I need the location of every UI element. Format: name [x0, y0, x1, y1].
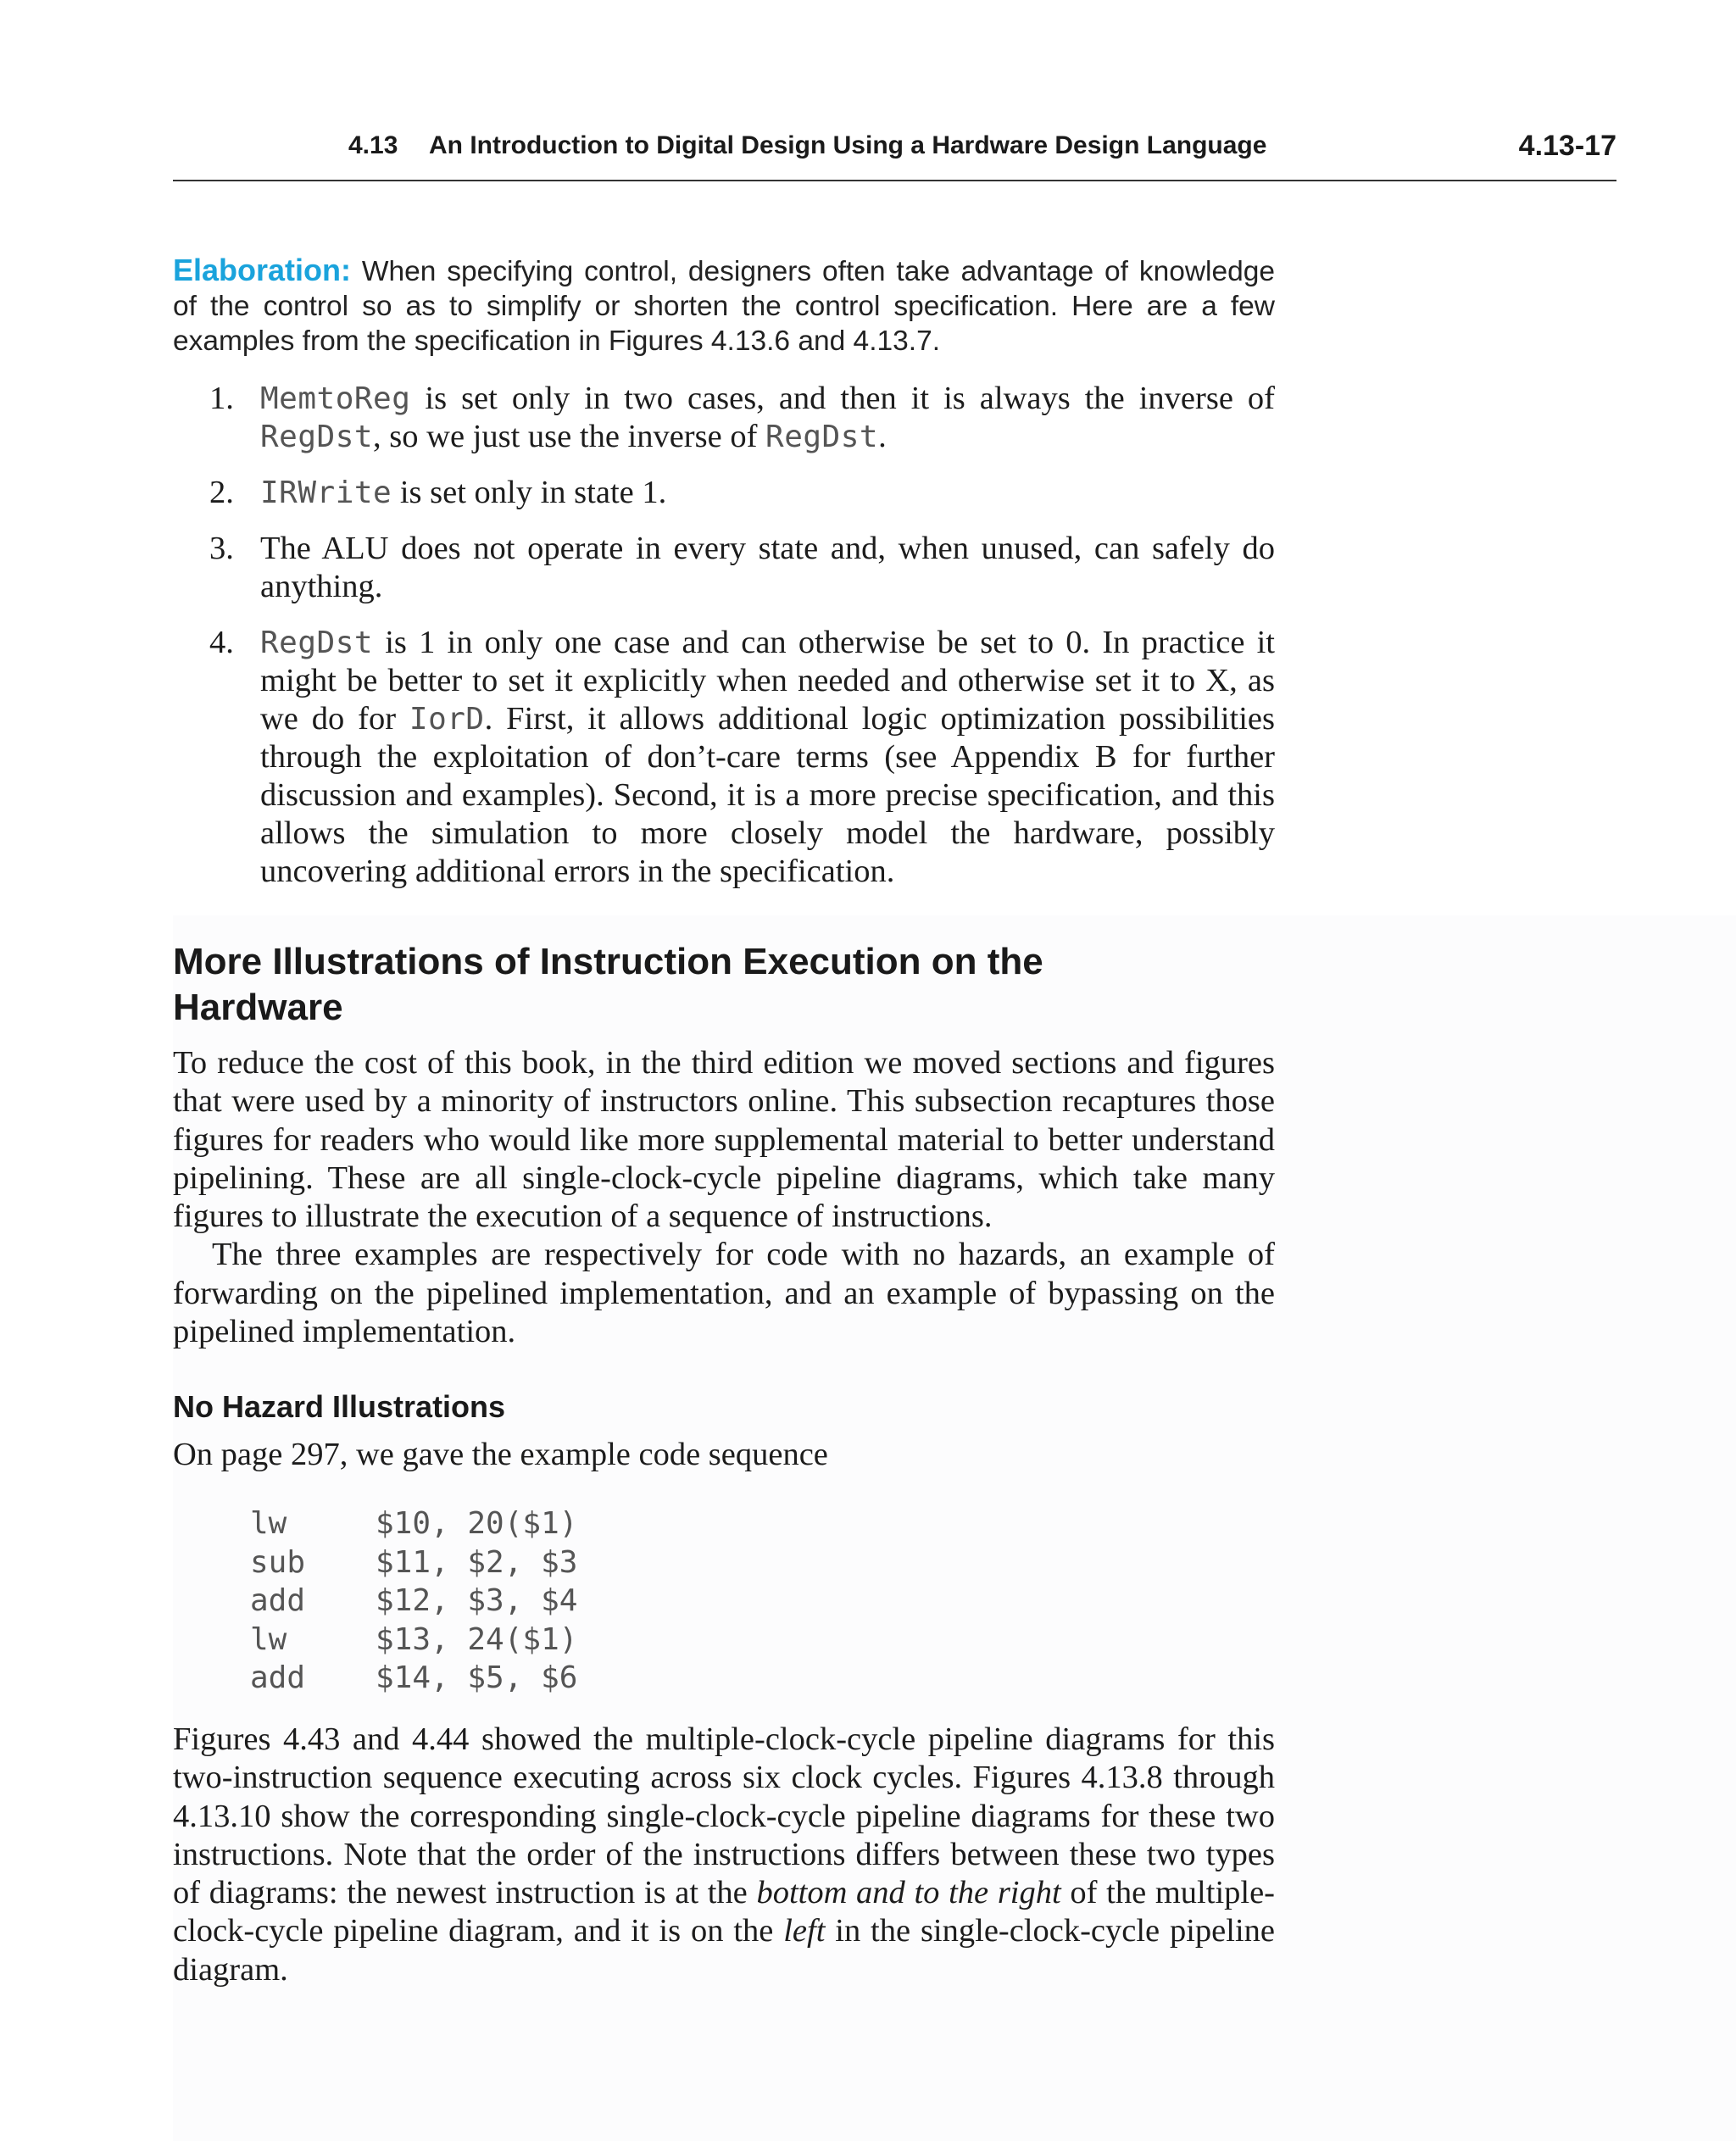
code-line: [250, 1543, 577, 1582]
section-body: [173, 1044, 1275, 1351]
elaboration-list: [173, 380, 1275, 909]
elaboration-paragraph: [173, 253, 1275, 359]
list-item-text: is set only in two cases, and then it is always the inverse of: [410, 381, 1275, 416]
code-opcode: add: [250, 1583, 306, 1618]
page-number: 4.13-17: [1518, 130, 1616, 162]
code-opcode: lw: [250, 1506, 287, 1541]
code-line: [250, 1621, 577, 1660]
code-intro-text: On page 297, we gave the example code sequence: [173, 1437, 828, 1472]
list-item-text: is set only in state 1.: [392, 475, 667, 510]
code-operands: $14, $5, $6: [376, 1660, 578, 1695]
code-line: [250, 1582, 577, 1621]
header-rule: [173, 180, 1616, 181]
list-item-text: , so we just use the inverse of: [373, 419, 766, 454]
code-listing: [250, 1504, 577, 1698]
code-operands: $11, $2, $3: [376, 1544, 578, 1580]
list-item-number: 3.: [209, 531, 234, 566]
list-item-number: 4.: [209, 625, 234, 660]
code-line: [250, 1504, 577, 1543]
list-item: [173, 474, 1275, 512]
code-term: RegDst: [765, 420, 879, 454]
closing-text: of the multiple-clock-cycle pipeline diagram, and it is on the: [173, 1875, 1276, 1949]
code-operands: $12, $3, $4: [376, 1583, 578, 1618]
list-item: [173, 380, 1275, 456]
list-item: [173, 530, 1275, 606]
list-item-text: .: [878, 419, 887, 454]
elaboration-text: When specifying control, designers often take advantage of knowledge of the control so as to simplify or shorten the control specification. Here are a few examples from the specification in Figures 4.13.6 and 4.13.7.: [173, 256, 1275, 357]
code-opcode: add: [250, 1660, 306, 1695]
section-title: An Introduction to Digital Design Using a Hardware Design Language: [429, 131, 1267, 159]
emphasis-text: bottom and to the right: [756, 1875, 1061, 1911]
list-item-text: is 1 in only one case and can otherwise be set to 0. In practice it might be better to set it explicitly when needed and otherwise set it to X, as we do for: [260, 625, 1275, 737]
closing-text: Figures 4.43 and 4.44 showed the multiple-clock-cycle pipeline diagrams for this two-instruction sequence executing across six clock cycles. Figures 4.13.8 through 4.13.10 show the corresponding single-clock-cycle pipeline diagrams for these two instructions. Note that the order of the instructions differs between these two types of diagrams: the newest instruction is at the: [173, 1721, 1275, 1911]
list-item-text: The ALU does not operate in every state and, when unused, can safely do anything.: [260, 531, 1275, 604]
elaboration-label: Elaboration:: [173, 253, 352, 287]
running-head: [0, 131, 1736, 165]
code-term: IRWrite: [260, 475, 392, 510]
closing-paragraph: [173, 1721, 1275, 1989]
section-heading: More Illustrations of Instruction Execution on the Hardware: [173, 941, 1043, 1028]
subsection-heading: No Hazard Illustrations: [173, 1389, 506, 1424]
closing-text: in the single-clock-cycle pipeline diagram.: [173, 1913, 1276, 1988]
code-line: [250, 1659, 577, 1698]
code-term: RegDst: [260, 626, 374, 660]
body-paragraph: The three examples are respectively for code with no hazards, an example of forwarding on the pipelined implementation, and an example of bypassing on the pipelined implementation.: [173, 1237, 1275, 1350]
code-operands: $10, 20($1): [376, 1506, 578, 1541]
section-number: 4.13: [348, 131, 398, 159]
code-term: RegDst: [260, 420, 374, 454]
list-item-number: 1.: [209, 381, 234, 416]
code-term: IorD: [409, 702, 485, 737]
code-opcode: lw: [250, 1621, 287, 1657]
list-item: [173, 624, 1275, 891]
list-item-text: . First, it allows additional logic optimization possibilities through the exploitation of don’t-care terms (see Appendix B for further discussion and examples). Second, it is a more precise specification, and this allows the simulation to more closely model the hardware, possibly uncovering additional errors in the specification.: [260, 701, 1275, 889]
code-term: MemtoReg: [260, 381, 411, 416]
body-paragraph: To reduce the cost of this book, in the third edition we moved sections and figures that were used by a minority of instructors online. This subsection recaptures those figures for readers who would like more supplemental material to better understand pipelining. These are all single-clock-cycle pipeline diagrams, which take many figures to illustrate the execution of a sequence of instructions.: [173, 1045, 1275, 1235]
code-opcode: sub: [250, 1544, 306, 1580]
code-operands: $13, 24($1): [376, 1621, 578, 1657]
list-item-number: 2.: [209, 475, 234, 510]
emphasis-text: left: [783, 1913, 826, 1949]
